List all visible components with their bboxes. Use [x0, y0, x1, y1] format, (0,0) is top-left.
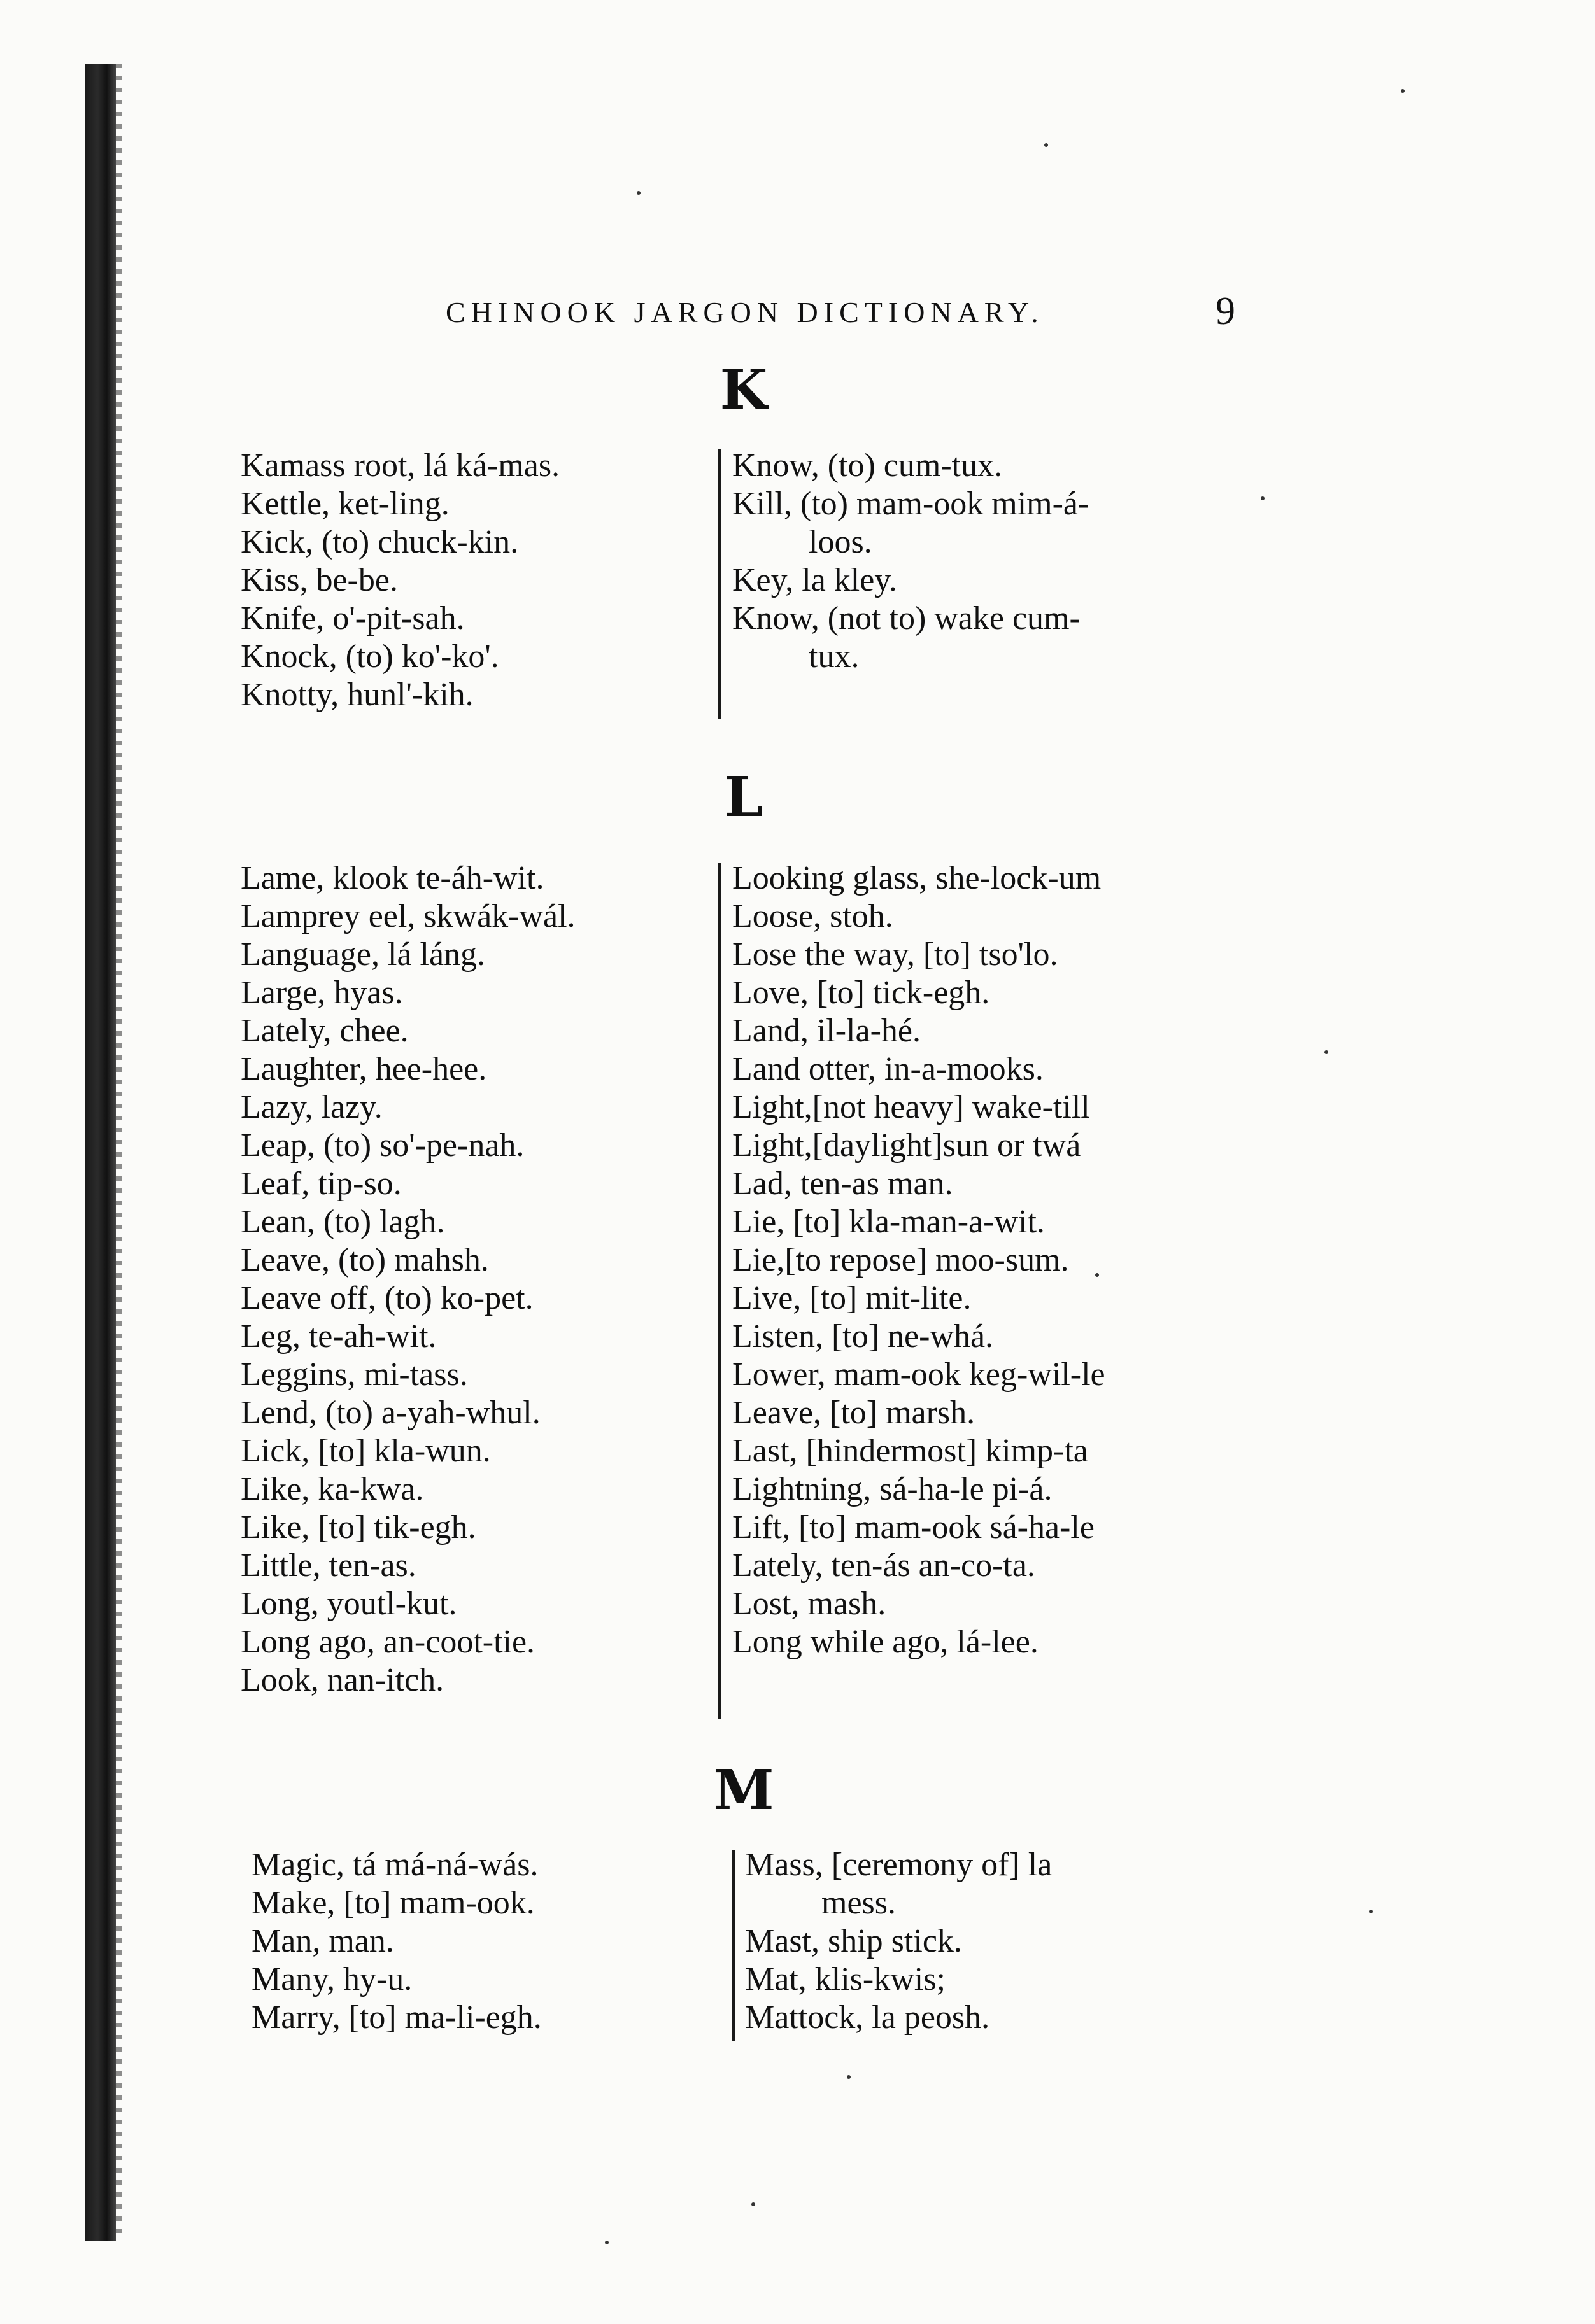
entry: Lean, (to) lagh.	[241, 1204, 445, 1240]
entry: Lazy, lazy.	[241, 1089, 383, 1125]
entry: Listen, [to] ne-whá.	[732, 1318, 994, 1355]
entry: Magic, tá má-ná-wás.	[252, 1847, 539, 1883]
section-k-right-column	[732, 447, 1089, 676]
section-letter-l: L	[724, 765, 766, 829]
entry-continuation: mess.	[821, 1885, 896, 1921]
section-letter-k: K	[720, 358, 770, 422]
entry: Knotty, hunl'-kih.	[241, 677, 474, 713]
column-rule-k	[718, 449, 721, 719]
book-spine-shadow	[85, 64, 116, 2241]
entry: Lamprey eel, skwák-wál.	[241, 898, 576, 934]
entry: Laughter, hee-hee.	[241, 1051, 487, 1087]
entry: Look, nan-itch.	[241, 1662, 444, 1698]
scan-speck	[637, 191, 641, 195]
column-rule-l	[718, 863, 721, 1719]
running-title: CHINOOK JARGON DICTIONARY.	[446, 296, 1044, 328]
entry: Lately, chee.	[241, 1013, 409, 1049]
entry: Light,[not heavy] wake-till	[732, 1089, 1090, 1125]
scan-speck	[751, 2202, 755, 2206]
entry: Leaf, tip-so.	[241, 1166, 402, 1202]
scan-speck	[1095, 1273, 1099, 1277]
entry: Knock, (to) ko'-ko'.	[241, 638, 499, 675]
entry: Mast, ship stick.	[745, 1923, 962, 1959]
scan-speck	[1324, 1050, 1328, 1054]
book-spine-edge	[116, 64, 122, 2241]
entry: Leap, (to) so'-pe-nah.	[241, 1127, 525, 1164]
scan-speck	[1401, 89, 1405, 93]
section-letter-m: M	[713, 1758, 777, 1822]
entry: Lightning, sá-ha-le pi-á.	[732, 1471, 1053, 1507]
entry: Mat, klis-kwis;	[745, 1961, 946, 1997]
section-l-left-column	[241, 859, 576, 1700]
entry: Lie,[to repose] moo-sum.	[732, 1242, 1069, 1278]
entry: Lie, [to] kla-man-a-wit.	[732, 1204, 1045, 1240]
entry: Lift, [to] mam-ook sá-ha-le	[732, 1509, 1095, 1546]
entry: Lose the way, [to] tso'lo.	[732, 936, 1058, 973]
section-m-right-column	[745, 1846, 1052, 2037]
entry: Live, [to] mit-lite.	[732, 1280, 972, 1316]
entry: Like, ka-kwa.	[241, 1471, 424, 1507]
entry: Little, ten-as.	[241, 1547, 416, 1584]
entry: Kill, (to) mam-ook mim-á-	[732, 486, 1089, 522]
entry: Leggins, mi-tass.	[241, 1356, 468, 1393]
entry: Know, (to) cum-tux.	[732, 447, 1003, 484]
entry: Kick, (to) chuck-kin.	[241, 524, 519, 560]
entry: Key, la kley.	[732, 562, 897, 598]
entry: Lately, ten-ás an-co-ta.	[732, 1547, 1035, 1584]
entry: Language, lá láng.	[241, 936, 486, 973]
entry: Loose, stoh.	[732, 898, 893, 934]
scan-speck	[605, 2241, 609, 2244]
entry: Like, [to] tik-egh.	[241, 1509, 476, 1546]
entry: Long while ago, lá-lee.	[732, 1624, 1039, 1660]
entry: Kettle, ket-ling.	[241, 486, 450, 522]
entry: Knife, o'-pit-sah.	[241, 600, 465, 637]
entry: Long, youtl-kut.	[241, 1586, 457, 1622]
entry: Marry, [to] ma-li-egh.	[252, 1999, 542, 2036]
entry: Last, [hindermost] kimp-ta	[732, 1433, 1088, 1469]
section-k-left-column	[241, 447, 560, 714]
page-header	[446, 290, 1235, 340]
entry: Lost, mash.	[732, 1586, 886, 1622]
entry-continuation: tux.	[809, 638, 860, 675]
entry: Make, [to] mam-ook.	[252, 1885, 535, 1921]
entry: Leave off, (to) ko-pet.	[241, 1280, 534, 1316]
entry: Lad, ten-as man.	[732, 1166, 953, 1202]
entry: Land otter, in-a-mooks.	[732, 1051, 1044, 1087]
entry: Lower, mam-ook keg-wil-le	[732, 1356, 1105, 1393]
entry: Long ago, an-coot-tie.	[241, 1624, 535, 1660]
entry: Many, hy-u.	[252, 1961, 413, 1997]
entry: Mattock, la peosh.	[745, 1999, 990, 2036]
entry: Love, [to] tick-egh.	[732, 975, 990, 1011]
entry: Large, hyas.	[241, 975, 403, 1011]
entry: Leave, (to) mahsh.	[241, 1242, 489, 1278]
scan-speck	[1044, 143, 1048, 147]
section-m-left-column	[252, 1846, 542, 2037]
column-rule-m	[732, 1850, 735, 2041]
entry: Lick, [to] kla-wun.	[241, 1433, 491, 1469]
entry: Looking glass, she-lock-um	[732, 860, 1102, 896]
scan-speck	[1369, 1910, 1373, 1913]
entry: Kamass root, lá ká-mas.	[241, 447, 560, 484]
page-number: 9	[1216, 290, 1235, 333]
scan-speck	[1261, 496, 1265, 500]
section-l-right-column	[732, 859, 1105, 1661]
entry: Lame, klook te-áh-wit.	[241, 860, 544, 896]
entry: Know, (not to) wake cum-	[732, 600, 1081, 637]
entry: Lend, (to) a-yah-whul.	[241, 1395, 541, 1431]
entry: Land, il-la-hé.	[732, 1013, 921, 1049]
scan-speck	[847, 2075, 851, 2079]
entry: Light,[daylight]sun or twá	[732, 1127, 1081, 1164]
entry: Man, man.	[252, 1923, 394, 1959]
entry-continuation: loos.	[809, 524, 872, 560]
entry: Kiss, be-be.	[241, 562, 398, 598]
entry: Leave, [to] marsh.	[732, 1395, 975, 1431]
entry: Mass, [ceremony of] la	[745, 1847, 1053, 1883]
entry: Leg, te-ah-wit.	[241, 1318, 437, 1355]
